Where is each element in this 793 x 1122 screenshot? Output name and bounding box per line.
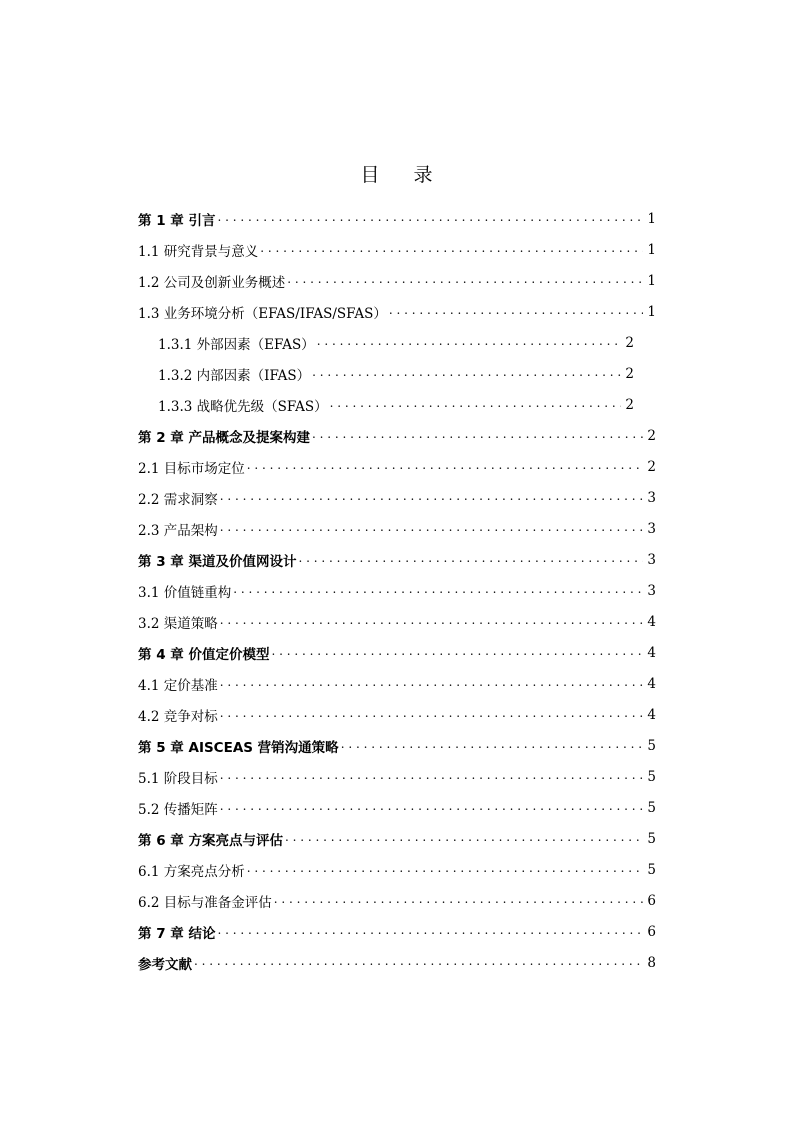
toc-entry-label: 1.3.2 内部因素（IFAS） [158,367,311,384]
toc-entry[interactable] [138,296,656,327]
toc-entry[interactable] [138,699,656,730]
toc-entry-label: 2.2 需求洞察 [138,491,218,508]
toc-entry-label: 1.3.3 战略优先级（SFAS） [158,398,328,415]
toc-entry-label: 2.1 目标市场定位 [138,460,245,477]
toc-entry[interactable] [138,482,656,513]
toc-leader-dots [220,770,644,784]
toc-leader-dots [247,863,644,877]
toc-entry[interactable] [138,327,656,358]
toc-entry-page: 1 [647,210,656,227]
toc-leader-dots [218,212,644,226]
toc-entry-label: 3.1 价值链重构 [138,584,232,601]
toc-entry-label: 1.2 公司及创新业务概述 [138,274,286,291]
toc-entry[interactable] [138,203,656,234]
toc-entry-label: 6.2 目标与准备金评估 [138,894,272,911]
toc-leader-dots [220,708,644,722]
toc-entry-label: 第 3 章 渠道及价值网设计 [138,553,297,570]
toc-entry[interactable] [138,513,656,544]
toc-entry-page: 3 [647,551,656,568]
toc-entry-page: 2 [625,365,634,382]
toc-entry[interactable] [138,451,656,482]
toc-leader-dots [299,553,644,567]
toc-entry[interactable] [138,575,656,606]
toc-entry-page: 3 [647,489,656,506]
toc-entry-label: 第 7 章 结论 [138,925,216,942]
toc-leader-dots [247,460,644,474]
toc-entry-page: 2 [625,396,634,413]
toc-entry-label: 第 5 章 AISCEAS 营销沟通策略 [138,739,339,756]
toc-entry-page: 4 [647,706,656,723]
toc-leader-dots [220,522,644,536]
toc-leader-dots [274,894,644,908]
toc-entry[interactable] [138,265,656,296]
toc-leader-dots [389,305,644,319]
toc-entry[interactable] [138,854,656,885]
toc-leader-dots [194,956,643,970]
toc-entry-label: 第 1 章 引言 [138,212,216,229]
toc-entry[interactable] [138,358,656,389]
toc-entry[interactable] [138,606,656,637]
toc-leader-dots [341,739,644,753]
toc-leader-dots [220,801,644,815]
toc-entry-page: 2 [647,427,656,444]
toc-leader-dots [220,491,644,505]
toc-entry-page: 2 [647,458,656,475]
toc-leader-dots [330,398,622,412]
toc-entry-label: 4.2 竞争对标 [138,708,218,725]
toc-entry[interactable] [138,420,656,451]
toc-entry-page: 4 [647,675,656,692]
toc-entry-page: 1 [647,241,656,258]
toc-leader-dots [312,367,621,381]
toc-leader-dots [220,615,644,629]
toc-entry-label: 2.3 产品架构 [138,522,218,539]
toc-entry-page: 4 [647,613,656,630]
toc-leader-dots [220,677,644,691]
toc-entry-label: 6.1 方案亮点分析 [138,863,245,880]
toc-entry[interactable] [138,916,656,947]
toc-entry[interactable] [138,637,656,668]
toc-entry-page: 3 [647,582,656,599]
toc-entry[interactable] [138,234,656,265]
toc-entry-label: 5.2 传播矩阵 [138,801,218,818]
toc-entry-label: 1.3 业务环境分析（EFAS/IFAS/SFAS） [138,305,387,322]
toc-entry-page: 5 [647,830,656,847]
toc-entry[interactable] [138,823,656,854]
toc-entry-page: 5 [647,768,656,785]
toc-entry-page: 6 [647,892,656,909]
toc-leader-dots [317,336,622,350]
toc-entry-label: 1.3.1 外部因素（EFAS） [158,336,315,353]
toc-entry-label: 5.1 阶段目标 [138,770,218,787]
toc-entry-page: 4 [647,644,656,661]
toc-entry-page: 1 [647,272,656,289]
toc-entry-page: 5 [647,737,656,754]
toc-entry-page: 5 [647,799,656,816]
toc-entry-label: 第 4 章 价值定价模型 [138,646,270,663]
toc-leader-dots [233,584,643,598]
toc-entry-page: 2 [625,334,634,351]
toc-entry-page: 6 [647,923,656,940]
toc-entry-label: 4.1 定价基准 [138,677,218,694]
toc-leader-dots [287,274,643,288]
toc-leader-dots [272,646,644,660]
toc-leader-dots [260,243,643,257]
toc-entry-label: 参考文献 [138,956,192,973]
toc-entry[interactable] [138,389,656,420]
toc-entry[interactable] [138,544,656,575]
toc-entry-page: 5 [647,861,656,878]
toc-entry-page: 8 [647,954,656,971]
toc-entry-page: 1 [647,303,656,320]
toc-entry-label: 3.2 渠道策略 [138,615,218,632]
toc-entry-label: 1.1 研究背景与意义 [138,243,259,260]
toc-leader-dots [312,429,643,443]
toc-entry-page: 3 [647,520,656,537]
toc-entry[interactable] [138,885,656,916]
toc-entry-label: 第 6 章 方案亮点与评估 [138,832,283,849]
toc-entry-label: 第 2 章 产品概念及提案构建 [138,429,310,446]
page-title: 目 录 [360,164,447,186]
toc-entry[interactable] [138,668,656,699]
toc-entry[interactable] [138,792,656,823]
toc-entry[interactable] [138,947,656,978]
toc-entry[interactable] [138,730,656,761]
table-of-contents [138,203,656,978]
toc-leader-dots [285,832,643,846]
toc-entry[interactable] [138,761,656,792]
toc-leader-dots [218,925,644,939]
